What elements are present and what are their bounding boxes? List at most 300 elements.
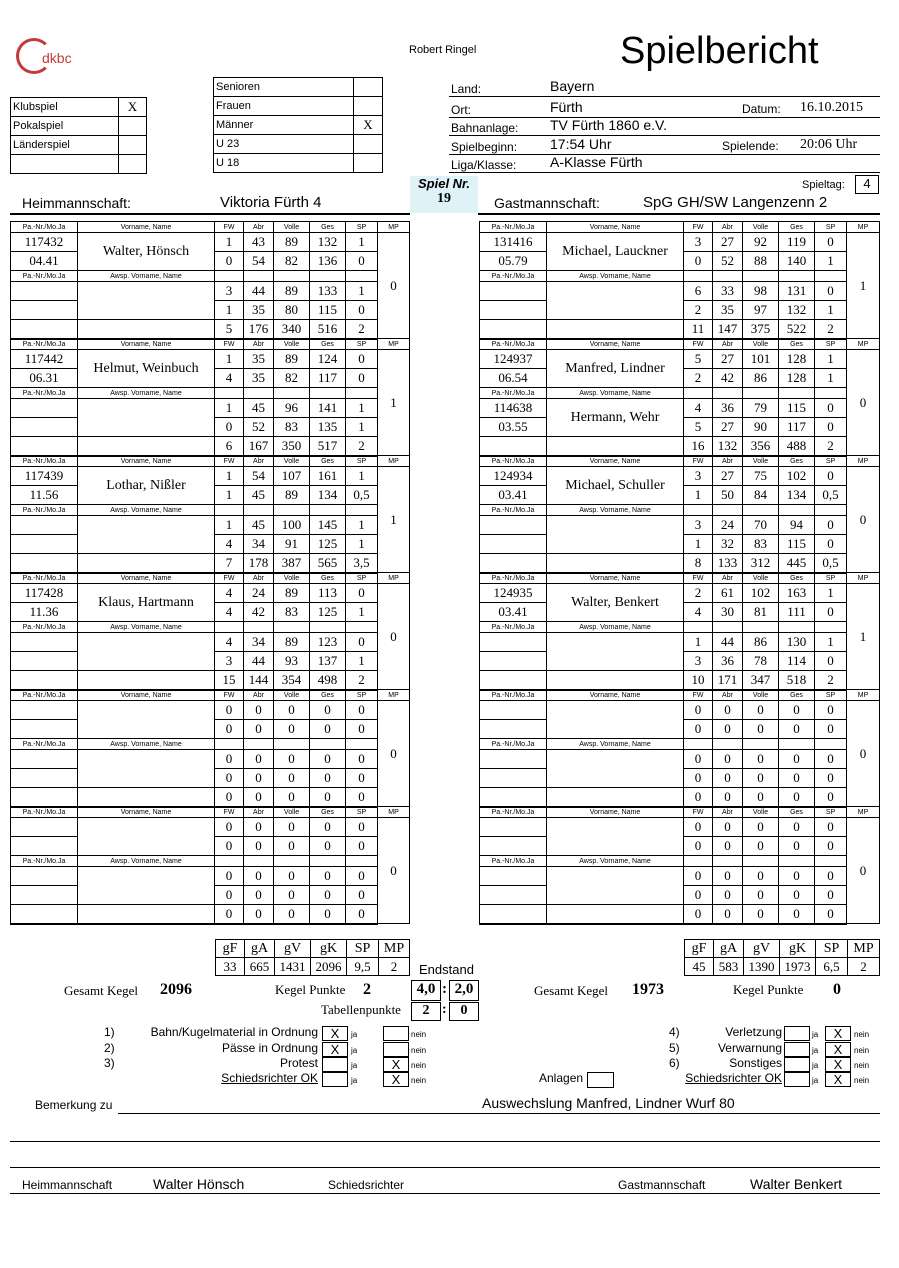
score-cell: 1 bbox=[346, 603, 378, 622]
col-pa: Pa.-Nr./Mo.Ja bbox=[480, 573, 547, 584]
check-nein-box[interactable]: X bbox=[825, 1026, 851, 1041]
score-cell: 0 bbox=[779, 886, 815, 905]
total-value: 2 bbox=[848, 958, 880, 976]
col-volle: Volle bbox=[743, 573, 779, 584]
sum-cell: 0 bbox=[310, 905, 346, 924]
score-cell: 83 bbox=[274, 418, 310, 437]
score-cell: 123 bbox=[310, 633, 346, 652]
score-cell: 161 bbox=[310, 467, 346, 486]
guest-gesamt-label: Gesamt Kegel bbox=[534, 983, 609, 998]
col-abr: Abr bbox=[244, 807, 274, 818]
check-num: 3) bbox=[104, 1056, 115, 1070]
sum-cell: 498 bbox=[310, 671, 346, 690]
class-label: Frauen bbox=[214, 97, 354, 116]
col-vn: Vorname, Name bbox=[547, 690, 684, 701]
class-label: U 18 bbox=[214, 154, 354, 173]
col-abr: Abr bbox=[713, 807, 743, 818]
col-aw: Awsp. Vorname, Name bbox=[547, 505, 684, 516]
col-abr: Abr bbox=[244, 456, 274, 467]
col-pa: Pa.-Nr./Mo.Ja bbox=[480, 505, 547, 516]
sum-cell: 354 bbox=[274, 671, 310, 690]
score-cell: 0 bbox=[346, 886, 378, 905]
home-gesamt: 2096 bbox=[160, 981, 192, 998]
score-cell: 0 bbox=[215, 701, 244, 720]
score-cell: 1 bbox=[346, 282, 378, 301]
player-date: 03.41 bbox=[480, 486, 547, 505]
sub-date bbox=[480, 301, 547, 320]
endstand-label: Endstand bbox=[419, 962, 474, 977]
col-pa: Pa.-Nr./Mo.Ja bbox=[480, 456, 547, 467]
sum-cell: 0 bbox=[743, 788, 779, 807]
col-sp: SP bbox=[815, 573, 847, 584]
info-value: 20:06 Uhr bbox=[800, 137, 858, 152]
col-pa: Pa.-Nr./Mo.Ja bbox=[480, 388, 547, 399]
total-head: SP bbox=[816, 940, 848, 958]
col-sp: SP bbox=[346, 807, 378, 818]
ja-label: ja bbox=[812, 1046, 819, 1055]
check-label: Verletzung bbox=[725, 1025, 782, 1039]
score-cell: 3 bbox=[684, 652, 713, 671]
score-cell: 0 bbox=[743, 750, 779, 769]
sum-cell: 522 bbox=[779, 320, 815, 339]
score-cell: 117 bbox=[779, 418, 815, 437]
footer-gast: Walter Benkert bbox=[750, 1176, 843, 1192]
score-cell: 0 bbox=[815, 886, 847, 905]
score-cell: 0,5 bbox=[815, 486, 847, 505]
score-cell: 0 bbox=[274, 867, 310, 886]
guest-team: SpG GH/SW Langenzenn 2 bbox=[643, 194, 828, 211]
sum-cell: 0 bbox=[215, 905, 244, 924]
score-cell: 0 bbox=[346, 584, 378, 603]
score-cell: 1 bbox=[346, 399, 378, 418]
sub-date bbox=[480, 535, 547, 554]
check-nein-box[interactable]: X bbox=[825, 1042, 851, 1057]
score-cell: 134 bbox=[310, 486, 346, 505]
score-cell: 50 bbox=[713, 486, 743, 505]
home-gesamt-label: Gesamt Kegel bbox=[64, 983, 139, 998]
player-name: Manfred, Lindner bbox=[547, 350, 684, 388]
check-ja-box[interactable] bbox=[784, 1057, 810, 1072]
player-name: Michael, Schuller bbox=[547, 467, 684, 505]
sub-date: 03.55 bbox=[480, 418, 547, 437]
class-label: Männer bbox=[214, 116, 354, 135]
score-cell: 1 bbox=[815, 584, 847, 603]
col-volle: Volle bbox=[743, 222, 779, 233]
col-pa: Pa.-Nr./Mo.Ja bbox=[11, 271, 78, 282]
end-home: 4,0 bbox=[411, 980, 441, 1001]
score-cell: 4 bbox=[684, 603, 713, 622]
score-cell: 0 bbox=[215, 418, 244, 437]
score-cell: 0 bbox=[215, 750, 244, 769]
score-cell: 44 bbox=[244, 652, 274, 671]
score-cell: 89 bbox=[274, 233, 310, 252]
col-mp: MP bbox=[378, 573, 410, 584]
info-label: Liga/Klasse: bbox=[451, 158, 517, 172]
ja-label: ja bbox=[351, 1061, 358, 1070]
info-label: Datum: bbox=[742, 102, 781, 116]
score-cell: 83 bbox=[743, 535, 779, 554]
score-cell: 44 bbox=[713, 633, 743, 652]
score-cell: 2 bbox=[684, 369, 713, 388]
col-volle: Volle bbox=[274, 339, 310, 350]
score-cell: 35 bbox=[244, 301, 274, 320]
col-pa: Pa.-Nr./Mo.Ja bbox=[11, 739, 78, 750]
score-cell: 45 bbox=[244, 486, 274, 505]
info-label: Spielende: bbox=[722, 139, 779, 153]
score-cell: 1 bbox=[346, 652, 378, 671]
check-label: Protest bbox=[279, 1056, 318, 1070]
sum-cell: 2 bbox=[815, 437, 847, 456]
sum-cell: 0 bbox=[310, 788, 346, 807]
check-nein-box[interactable]: X bbox=[383, 1072, 409, 1087]
score-cell: 34 bbox=[244, 633, 274, 652]
score-cell: 0 bbox=[310, 818, 346, 837]
col-vn: Vorname, Name bbox=[78, 807, 215, 818]
score-cell: 0 bbox=[346, 633, 378, 652]
total-head: MP bbox=[848, 940, 880, 958]
check-num: 1) bbox=[104, 1025, 115, 1039]
score-cell: 89 bbox=[274, 584, 310, 603]
guest-totals bbox=[684, 939, 880, 976]
sub-name bbox=[547, 633, 684, 671]
score-cell: 0 bbox=[310, 720, 346, 739]
sum-cell: 2 bbox=[346, 320, 378, 339]
score-cell: 125 bbox=[310, 603, 346, 622]
score-cell: 0 bbox=[713, 750, 743, 769]
sum-cell: 16 bbox=[684, 437, 713, 456]
score-cell: 5 bbox=[684, 350, 713, 369]
total-value: 45 bbox=[685, 958, 714, 976]
check-label: Verwarnung bbox=[717, 1041, 782, 1055]
class-mark: X bbox=[354, 116, 383, 135]
col-vn: Vorname, Name bbox=[547, 573, 684, 584]
sub-nr bbox=[480, 750, 547, 769]
score-cell: 52 bbox=[713, 252, 743, 271]
score-cell: 0 bbox=[743, 818, 779, 837]
col-fw: FW bbox=[215, 807, 244, 818]
tab-guest: 0 bbox=[449, 1002, 479, 1021]
score-cell: 3 bbox=[215, 652, 244, 671]
guest-punkte: 0 bbox=[833, 981, 841, 998]
col-ges: Ges bbox=[310, 573, 346, 584]
score-cell: 0 bbox=[310, 701, 346, 720]
col-ges: Ges bbox=[779, 222, 815, 233]
col-aw: Awsp. Vorname, Name bbox=[547, 739, 684, 750]
score-cell: 1 bbox=[684, 633, 713, 652]
col-aw: Awsp. Vorname, Name bbox=[547, 271, 684, 282]
sum-cell: 517 bbox=[310, 437, 346, 456]
score-cell: 0 bbox=[815, 769, 847, 788]
sum-cell: 147 bbox=[713, 320, 743, 339]
col-aw: Awsp. Vorname, Name bbox=[78, 622, 215, 633]
sub-date bbox=[11, 535, 78, 554]
player-nr bbox=[11, 701, 78, 720]
class-mark bbox=[354, 154, 383, 173]
check-ja-box[interactable] bbox=[784, 1072, 810, 1087]
nein-label: nein bbox=[854, 1030, 870, 1039]
score-cell: 4 bbox=[215, 633, 244, 652]
score-cell: 54 bbox=[244, 252, 274, 271]
score-cell: 0 bbox=[346, 252, 378, 271]
score-cell: 0 bbox=[713, 837, 743, 856]
score-cell: 0 bbox=[815, 867, 847, 886]
col-mp: MP bbox=[847, 222, 880, 233]
score-cell: 125 bbox=[310, 535, 346, 554]
anlagen-box[interactable] bbox=[587, 1072, 614, 1088]
class-mark bbox=[354, 135, 383, 154]
player-name bbox=[547, 818, 684, 856]
col-volle: Volle bbox=[743, 690, 779, 701]
check-nein-box[interactable]: X bbox=[825, 1072, 851, 1087]
player-name: Michael, Lauckner bbox=[547, 233, 684, 271]
guest-players-table bbox=[479, 221, 880, 925]
page-title: Spielbericht bbox=[620, 30, 819, 72]
score-cell: 0 bbox=[274, 720, 310, 739]
score-cell: 0 bbox=[713, 720, 743, 739]
score-cell: 70 bbox=[743, 516, 779, 535]
score-cell: 35 bbox=[244, 350, 274, 369]
score-cell: 0 bbox=[815, 720, 847, 739]
score-cell: 24 bbox=[713, 516, 743, 535]
player-nr: 117442 bbox=[11, 350, 78, 369]
col-sp: SP bbox=[346, 690, 378, 701]
check-ja-box[interactable] bbox=[784, 1026, 810, 1041]
score-cell: 0 bbox=[815, 603, 847, 622]
score-cell: 0 bbox=[274, 769, 310, 788]
score-cell: 80 bbox=[274, 301, 310, 320]
player-date bbox=[11, 837, 78, 856]
score-cell: 4 bbox=[215, 369, 244, 388]
player-nr: 124935 bbox=[480, 584, 547, 603]
score-cell: 0 bbox=[346, 701, 378, 720]
score-cell: 0 bbox=[310, 837, 346, 856]
player-nr: 131416 bbox=[480, 233, 547, 252]
bemerkung-text: Auswechslung Manfred, Lindner Wurf 80 bbox=[482, 1095, 735, 1111]
total-head: gK bbox=[780, 940, 816, 958]
check-nein-box[interactable] bbox=[383, 1042, 409, 1057]
check-ja-box[interactable] bbox=[784, 1042, 810, 1057]
player-header-row bbox=[11, 456, 410, 467]
col-pa: Pa.-Nr./Mo.Ja bbox=[11, 807, 78, 818]
check-num: 5) bbox=[669, 1041, 680, 1055]
col-ges: Ges bbox=[310, 807, 346, 818]
spieltag-label: Spieltag: bbox=[802, 179, 845, 191]
score-cell: 137 bbox=[310, 652, 346, 671]
col-fw: FW bbox=[215, 690, 244, 701]
check-ja-box[interactable]: X bbox=[322, 1042, 348, 1057]
sum-cell: 133 bbox=[713, 554, 743, 573]
score-cell: 1 bbox=[215, 516, 244, 535]
score-cell: 1 bbox=[346, 535, 378, 554]
col-abr: Abr bbox=[244, 690, 274, 701]
score-cell: 83 bbox=[274, 603, 310, 622]
score-cell: 3 bbox=[684, 467, 713, 486]
player-header-row bbox=[480, 573, 880, 584]
end-guest: 2,0 bbox=[449, 980, 479, 1001]
col-mp: MP bbox=[378, 222, 410, 233]
score-cell: 5 bbox=[684, 418, 713, 437]
col-mp: MP bbox=[847, 807, 880, 818]
score-cell: 101 bbox=[743, 350, 779, 369]
score-cell: 0 bbox=[743, 701, 779, 720]
score-cell: 42 bbox=[244, 603, 274, 622]
score-cell: 0 bbox=[713, 886, 743, 905]
player-mp: 0 bbox=[378, 584, 410, 690]
check-num: 4) bbox=[669, 1025, 680, 1039]
check-ja-box[interactable] bbox=[322, 1072, 348, 1087]
score-cell: 117 bbox=[310, 369, 346, 388]
sub-name bbox=[78, 750, 215, 788]
player-nr: 117428 bbox=[11, 584, 78, 603]
score-cell: 0 bbox=[244, 769, 274, 788]
ja-label: ja bbox=[351, 1030, 358, 1039]
score-cell: 91 bbox=[274, 535, 310, 554]
score-cell: 0 bbox=[274, 750, 310, 769]
score-cell: 24 bbox=[244, 584, 274, 603]
footer-heim-label: Heimmannschaft bbox=[22, 1178, 113, 1192]
score-cell: 0 bbox=[743, 769, 779, 788]
score-cell: 131 bbox=[779, 282, 815, 301]
col-sp: SP bbox=[815, 456, 847, 467]
score-cell: 0 bbox=[713, 867, 743, 886]
score-cell: 0 bbox=[684, 886, 713, 905]
sum-cell: 375 bbox=[743, 320, 779, 339]
score-cell: 136 bbox=[310, 252, 346, 271]
footer-schiri-label: Schiedsrichter bbox=[328, 1178, 405, 1192]
col-pa: Pa.-Nr./Mo.Ja bbox=[11, 622, 78, 633]
sub-date bbox=[11, 652, 78, 671]
info-label: Land: bbox=[451, 82, 482, 96]
total-value: 2096 bbox=[311, 958, 347, 976]
check-nein-box[interactable]: X bbox=[825, 1057, 851, 1072]
score-cell: 1 bbox=[215, 486, 244, 505]
score-cell: 140 bbox=[779, 252, 815, 271]
total-head: gV bbox=[275, 940, 311, 958]
score-cell: 82 bbox=[274, 369, 310, 388]
score-cell: 0 bbox=[215, 818, 244, 837]
sum-cell: 488 bbox=[779, 437, 815, 456]
col-fw: FW bbox=[684, 456, 713, 467]
col-vn: Vorname, Name bbox=[78, 339, 215, 350]
score-cell: 27 bbox=[713, 350, 743, 369]
check-num: 2) bbox=[104, 1041, 115, 1055]
col-pa: Pa.-Nr./Mo.Ja bbox=[480, 622, 547, 633]
player-mp: 0 bbox=[847, 701, 880, 807]
score-cell: 135 bbox=[310, 418, 346, 437]
score-cell: 54 bbox=[244, 467, 274, 486]
sum-cell: 132 bbox=[713, 437, 743, 456]
score-cell: 0 bbox=[310, 769, 346, 788]
sum-cell: 0 bbox=[779, 905, 815, 924]
player-mp: 1 bbox=[847, 233, 880, 339]
score-cell: 0 bbox=[815, 750, 847, 769]
score-cell: 0 bbox=[815, 233, 847, 252]
check-ja-box[interactable]: X bbox=[322, 1026, 348, 1041]
info-value: Bayern bbox=[550, 78, 595, 94]
score-cell: 1 bbox=[815, 633, 847, 652]
col-fw: FW bbox=[684, 690, 713, 701]
total-value: 33 bbox=[216, 958, 245, 976]
score-cell: 100 bbox=[274, 516, 310, 535]
score-cell: 0 bbox=[346, 837, 378, 856]
check-nein-box[interactable]: X bbox=[383, 1057, 409, 1072]
nein-label: nein bbox=[411, 1030, 427, 1039]
col-abr: Abr bbox=[713, 456, 743, 467]
score-cell: 0 bbox=[779, 818, 815, 837]
score-cell: 86 bbox=[743, 369, 779, 388]
home-punkte: 2 bbox=[363, 981, 371, 998]
score-cell: 36 bbox=[713, 652, 743, 671]
score-cell: 4 bbox=[684, 399, 713, 418]
score-cell: 0 bbox=[346, 369, 378, 388]
score-cell: 133 bbox=[310, 282, 346, 301]
col-fw: FW bbox=[684, 807, 713, 818]
home-players-table bbox=[10, 221, 410, 925]
score-cell: 132 bbox=[310, 233, 346, 252]
sum-cell: 0 bbox=[743, 905, 779, 924]
check-label: Sonstiges bbox=[729, 1056, 782, 1070]
sum-cell: 0 bbox=[244, 788, 274, 807]
score-cell: 27 bbox=[713, 233, 743, 252]
guest-team-label: Gastmannschaft: bbox=[494, 195, 600, 211]
check-nein-box[interactable] bbox=[383, 1026, 409, 1041]
ja-label: ja bbox=[812, 1061, 819, 1070]
col-fw: FW bbox=[684, 339, 713, 350]
score-cell: 0 bbox=[815, 701, 847, 720]
score-cell: 84 bbox=[743, 486, 779, 505]
col-ges: Ges bbox=[779, 573, 815, 584]
sub-date bbox=[11, 886, 78, 905]
score-cell: 0,5 bbox=[346, 486, 378, 505]
col-abr: Abr bbox=[713, 339, 743, 350]
player-name: Walter, Hönsch bbox=[78, 233, 215, 271]
home-team: Viktoria Fürth 4 bbox=[220, 194, 322, 211]
score-cell: 102 bbox=[779, 467, 815, 486]
score-cell: 32 bbox=[713, 535, 743, 554]
score-cell: 0 bbox=[346, 867, 378, 886]
info-label: Spielbeginn: bbox=[451, 140, 518, 154]
player-nr: 117439 bbox=[11, 467, 78, 486]
score-cell: 89 bbox=[274, 486, 310, 505]
check-ja-box[interactable] bbox=[322, 1057, 348, 1072]
score-cell: 2 bbox=[684, 584, 713, 603]
total-head: gV bbox=[744, 940, 780, 958]
score-cell: 0 bbox=[779, 720, 815, 739]
ja-label: ja bbox=[812, 1076, 819, 1085]
sum-cell: 0 bbox=[713, 905, 743, 924]
score-cell: 0 bbox=[244, 818, 274, 837]
sum-cell: 0 bbox=[346, 905, 378, 924]
score-cell: 1 bbox=[215, 233, 244, 252]
sum-cell: 2 bbox=[346, 437, 378, 456]
player-date: 04.41 bbox=[11, 252, 78, 271]
score-cell: 0 bbox=[713, 769, 743, 788]
score-cell: 78 bbox=[743, 652, 779, 671]
sum-cell: 312 bbox=[743, 554, 779, 573]
sum-cell: 0 bbox=[815, 788, 847, 807]
score-cell: 0 bbox=[815, 282, 847, 301]
score-cell: 119 bbox=[779, 233, 815, 252]
nein-label: nein bbox=[411, 1076, 427, 1085]
col-volle: Volle bbox=[274, 573, 310, 584]
tab-label: Tabellenpunkte bbox=[321, 1002, 401, 1017]
match-type-mark bbox=[119, 155, 147, 174]
score-cell: 124 bbox=[310, 350, 346, 369]
score-cell: 0 bbox=[310, 886, 346, 905]
score-cell: 0 bbox=[244, 701, 274, 720]
score-cell: 0 bbox=[310, 750, 346, 769]
sub-nr bbox=[480, 867, 547, 886]
